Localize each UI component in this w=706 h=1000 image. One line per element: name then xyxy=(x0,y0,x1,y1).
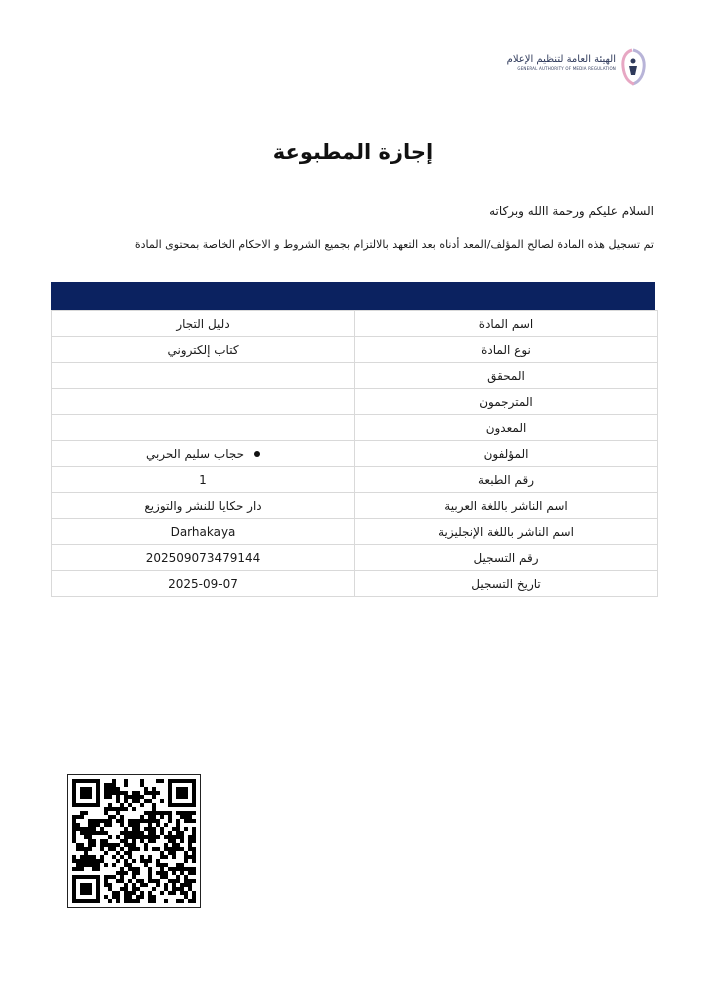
row-label: المترجمون xyxy=(355,389,658,415)
row-value: كتاب إلكتروني xyxy=(52,337,355,363)
row-value xyxy=(52,389,355,415)
table-row xyxy=(52,493,658,519)
table-row xyxy=(52,519,658,545)
row-value: دليل التجار xyxy=(52,311,355,337)
table-row xyxy=(52,311,658,337)
bullet-icon xyxy=(254,451,260,457)
row-value: 2025-09-07 xyxy=(52,571,355,597)
logo-arabic-text: الهيئة العامة لتنظيم الإعلام xyxy=(506,54,616,65)
authority-emblem-icon xyxy=(620,48,646,86)
author-cell xyxy=(52,441,355,467)
row-label: رقم الطبعة xyxy=(355,467,658,493)
table-row xyxy=(52,363,658,389)
row-value xyxy=(52,363,355,389)
author-name: حجاب سليم الحربي xyxy=(145,447,245,461)
greeting-text: السلام عليكم ورحمة االله وبركاته xyxy=(489,204,654,218)
table-row xyxy=(52,415,658,441)
row-value: 202509073479144 xyxy=(52,545,355,571)
row-label: اسم المادة xyxy=(355,311,658,337)
table-row xyxy=(52,337,658,363)
row-label: رقم التسجيل xyxy=(355,545,658,571)
table-row xyxy=(52,389,658,415)
details-table xyxy=(51,310,658,597)
row-label: اسم الناشر باللغة الإنجليزية xyxy=(355,519,658,545)
row-label: المعدون xyxy=(355,415,658,441)
row-value: دار حكايا للنشر والتوزيع xyxy=(52,493,355,519)
page-title: إجازة المطبوعة xyxy=(272,140,434,164)
table-header-bar xyxy=(51,282,655,310)
logo-wordmark xyxy=(507,54,616,72)
row-label: تاريخ التسجيل xyxy=(355,571,658,597)
intro-text: تم تسجيل هذه المادة لصالح المؤلف/المعد أدناه بعد التعهد بالالتزام بجميع الشروط و الاحكام الخاصة بمحتوى المادة xyxy=(134,238,654,251)
row-value: 1 xyxy=(52,467,355,493)
authority-logo xyxy=(506,48,646,88)
qr-code-icon xyxy=(72,779,196,903)
row-label: المحقق xyxy=(355,363,658,389)
table-row xyxy=(52,467,658,493)
row-label: اسم الناشر باللغة العربية xyxy=(355,493,658,519)
table-row xyxy=(52,441,658,467)
logo-english-text: GENERAL AUTHORITY OF MEDIA REGULATION xyxy=(517,66,616,71)
row-label: المؤلفون xyxy=(355,441,658,467)
author-list-item xyxy=(146,447,260,461)
table-row xyxy=(52,545,658,571)
qr-code[interactable] xyxy=(67,774,201,908)
row-value: Darhakaya xyxy=(52,519,355,545)
row-value xyxy=(52,415,355,441)
table-row xyxy=(52,571,658,597)
row-label: نوع المادة xyxy=(355,337,658,363)
